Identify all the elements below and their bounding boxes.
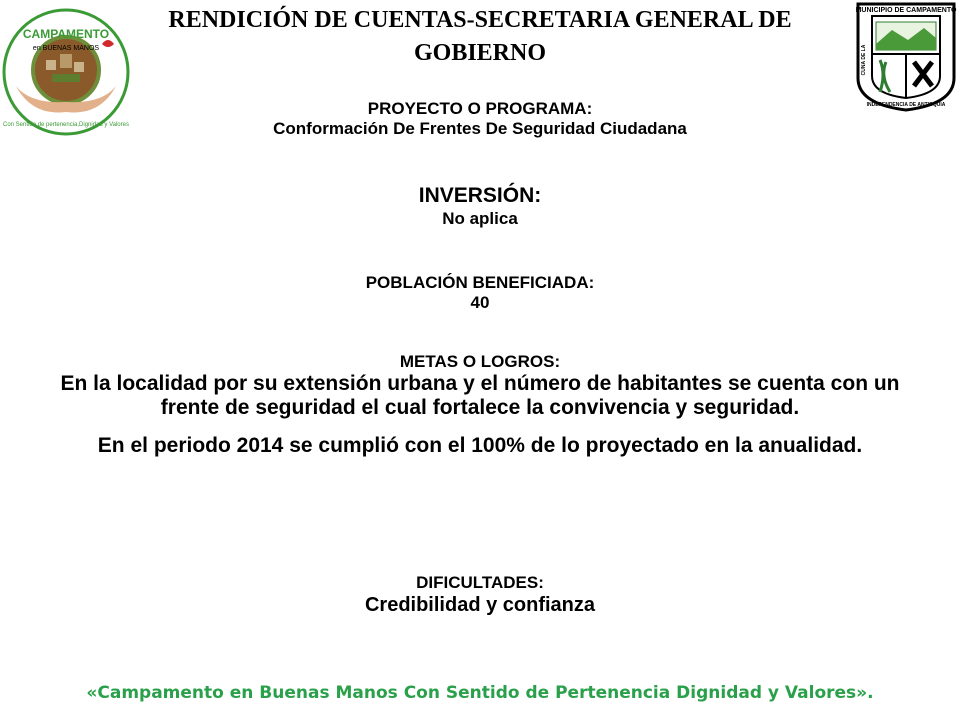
poblacion-value: 40 [470,293,490,312]
logo-sub-text: en BUENAS MANOS [32,45,100,52]
page-title: RENDICIÓN DE CUENTAS-SECRETARIA GENERAL DE GOBIERNO [168,7,792,66]
dificultades-label: DIFICULTADES: [416,573,544,592]
footer-slogan: «Campamento en Buenas Manos Con Sentido de Pertenencia Dignidad y Valores». [86,683,874,703]
inversion-label: INVERSIÓN: [418,184,542,207]
coat-bottom-text: INDEPENDENCIA DE ANTIOQUIA [866,102,946,108]
metas-paragraph-2: En el periodo 2014 se cumplió con el 100% de lo proyectado en la anualidad. [97,434,863,457]
logo-top-text: CAMPAMENTO [22,27,110,41]
coat-of-arms-icon [852,0,960,112]
coat-top-text: MUNICIPIO DE CAMPAMENTO [855,7,957,14]
poblacion-section [0,273,960,313]
proyecto-value: Conformación De Frentes De Seguridad Ciudadana [273,119,687,138]
metas-section [30,352,930,458]
inversion-value: No aplica [442,209,518,228]
dificultades-value: Credibilidad y confianza [364,594,596,616]
dificultades-section [0,573,960,617]
metas-paragraph-1: En la localidad por su extensión urbana y el número de habitantes se cuenta con un frente de seguridad el cual fortalece la convivencia y seguridad. [60,372,900,419]
metas-label: METAS O LOGROS: [399,352,561,371]
proyecto-label: PROYECTO O PROGRAMA: [367,99,593,118]
proyecto-section [0,99,960,139]
logo-ring-text: Con Sentido de pertenencia,Dignidad y Valores [3,122,129,128]
coat-left-text: CUNA DE LA [861,44,867,76]
inversion-section [0,183,960,229]
poblacion-label: POBLACIÓN BENEFICIADA: [365,273,595,292]
